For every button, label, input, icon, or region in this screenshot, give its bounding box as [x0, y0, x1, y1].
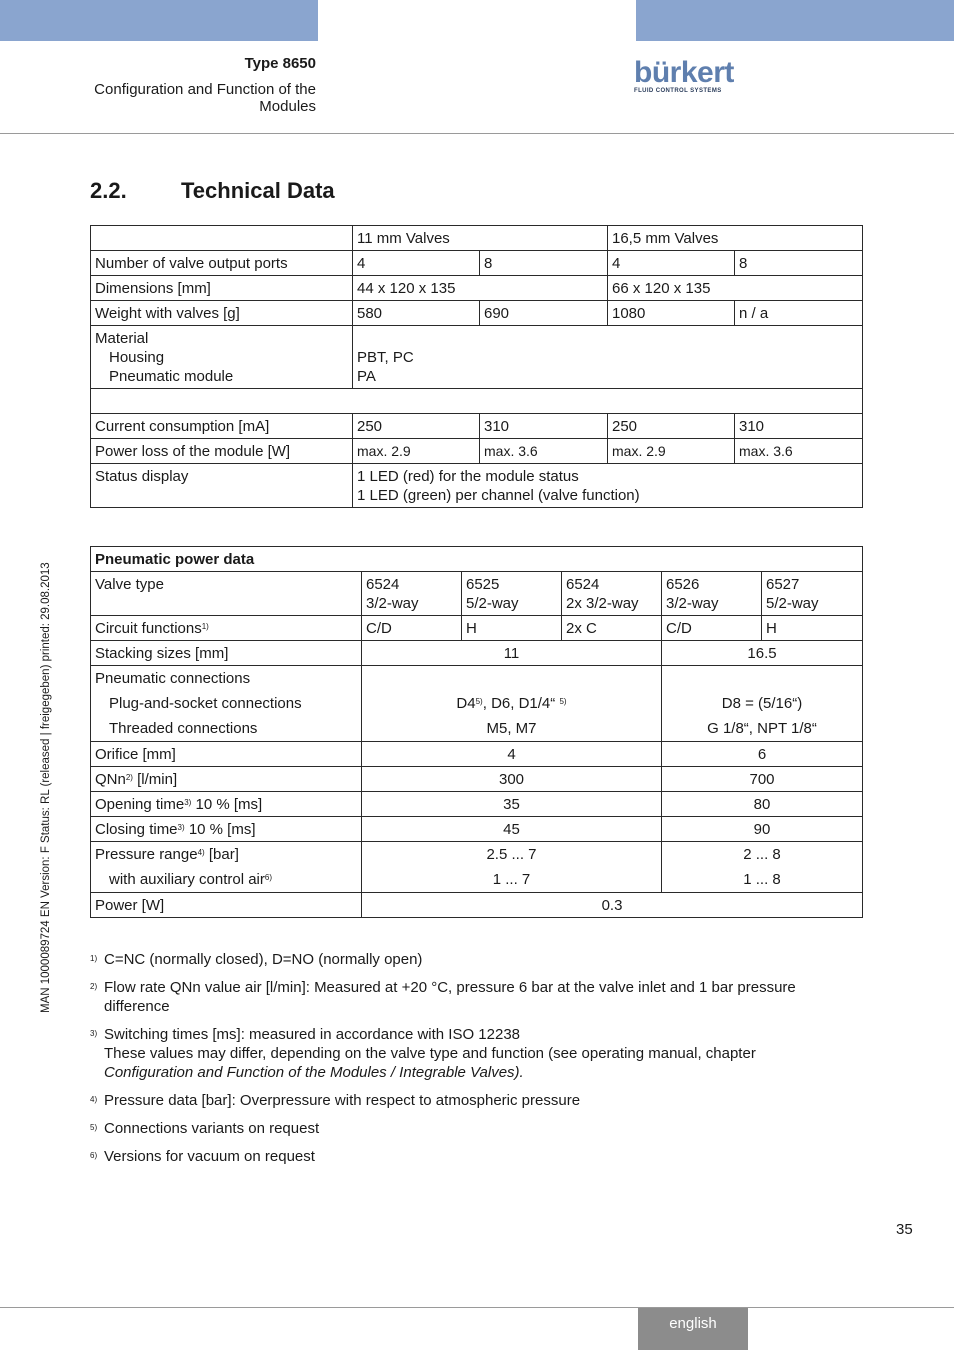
plug-value-11: D4$^{5)}$, D6, D1/4“ $^{5)}$ [456, 695, 567, 712]
table-cell: 580 [353, 301, 480, 326]
table-row [91, 666, 863, 742]
pneumatic-module-value: PA [357, 368, 376, 385]
table-cell: 250 [353, 414, 480, 439]
table-cell: Status display [91, 464, 353, 508]
table-cell: C/D [662, 616, 762, 641]
table-cell: 4 [608, 251, 735, 276]
section-number: 2.2. [90, 178, 127, 203]
table-cell: max. 2.9 [353, 439, 480, 464]
footnote: 1) C=NC (normally closed), D=NO (normally open) [90, 951, 423, 968]
pneumatic-module-label: Pneumatic module [109, 368, 234, 385]
table-row [91, 301, 863, 326]
table-row [91, 842, 863, 893]
table-row [91, 326, 863, 389]
table-cell [353, 326, 863, 389]
footnote-ref: 6) [264, 873, 273, 882]
footnotes [90, 950, 850, 1175]
table-cell: Opening time$^{3)}$ 10 % [ms] [91, 792, 362, 817]
table-cell: 90 [662, 817, 863, 842]
table-cell: H [462, 616, 562, 641]
footnote: 3) Switching times [ms]: measured in accordance with ISO 12238 These values may differ, depending on the valve type and function (see operating manual, chapter Configuration and Function of the Modules / Integrable Valves). [90, 1026, 756, 1081]
pneumatic-connections-label: Pneumatic connections [95, 670, 251, 687]
footnote: 4) Pressure data [bar]: Overpressure with respect to atmospheric pressure [90, 1092, 581, 1109]
table-cell: Valve type [91, 572, 362, 616]
housing-label: Housing [109, 349, 165, 366]
valve-code: 6524 [566, 576, 600, 593]
footer-divider [0, 1307, 954, 1308]
table-row [91, 893, 863, 918]
circuit-label: Circuit functions [95, 620, 202, 637]
table-cell: 11 mm Valves [353, 226, 608, 251]
footnote: 5) Connections variants on request [90, 1120, 320, 1137]
table-cell: 250 [608, 414, 735, 439]
table-cell: 690 [480, 301, 608, 326]
table-cell [353, 464, 863, 508]
housing-value: PBT, PC [357, 349, 414, 366]
table-cell [91, 226, 353, 251]
table-cell: 8 [735, 251, 863, 276]
footnote-ref: 2) [125, 773, 133, 782]
footnote-ref: 5) [475, 697, 483, 706]
table-row [91, 767, 863, 792]
table-cell: 44 x 120 x 135 [353, 276, 608, 301]
table-row [91, 817, 863, 842]
table-cell: Weight with valves [g] [91, 301, 353, 326]
pressure-value-16: 2 ... 8 [743, 846, 781, 863]
doc-subtitle: Configuration and Function of the Modules [94, 81, 316, 115]
footnote-ref: 1) [201, 622, 209, 631]
table-cell: Current consumption [mA] [91, 414, 353, 439]
table-cell: 45 [362, 817, 662, 842]
table-cell: 6 [662, 742, 863, 767]
table-cell: Orifice [mm] [91, 742, 362, 767]
table-cell: 310 [735, 414, 863, 439]
table-row [91, 572, 863, 616]
top-banner-left [0, 0, 318, 41]
table-row [91, 616, 863, 641]
table-cell: 0.3 [362, 893, 863, 918]
table-row [91, 389, 863, 414]
header-divider [0, 133, 954, 134]
table-cell: 11 [362, 641, 662, 666]
table-cell: 35 [362, 792, 662, 817]
table-row [91, 251, 863, 276]
plug-value-16: D8 = (5/16“) [721, 695, 803, 712]
table-row [91, 414, 863, 439]
table-row [91, 464, 863, 508]
table-row [91, 439, 863, 464]
valve-desc: 5/2-way [466, 595, 519, 612]
pneumatic-power-table [90, 546, 863, 918]
valve-desc: 2x 3/2-way [566, 595, 639, 612]
doc-type: Type 8650 [244, 55, 316, 72]
table-cell: QNn$^{2)}$ [l/min] [91, 767, 362, 792]
valve-code: 6526 [666, 576, 700, 593]
table-cell: Power loss of the module [W] [91, 439, 353, 464]
valve-desc: 5/2-way [766, 595, 819, 612]
table-row [91, 276, 863, 301]
table-cell: max. 3.6 [735, 439, 863, 464]
table-cell [762, 572, 863, 616]
table-row [91, 792, 863, 817]
table-cell: C/D [362, 616, 462, 641]
footnote: 2) Flow rate QNn value air [l/min]: Measured at +20 °C, pressure 6 bar at the valve inlet and 1 bar pressure difference [90, 979, 796, 1015]
table-cell: 310 [480, 414, 608, 439]
table-title: Pneumatic power data [91, 547, 863, 572]
table-cell: Number of valve output ports [91, 251, 353, 276]
table-row [91, 742, 863, 767]
valve-code: 6527 [766, 576, 800, 593]
table-cell: Dimensions [mm] [91, 276, 353, 301]
aux-value-16: 1 ... 8 [743, 871, 781, 888]
table-cell [662, 572, 762, 616]
table-cell [662, 666, 863, 742]
valve-code: 6525 [466, 576, 500, 593]
table-cell: n / a [735, 301, 863, 326]
table-cell: 8 [480, 251, 608, 276]
table-cell: Pressure range$^{4)}$ [bar] with auxiliary control air$^{6)}$ [91, 842, 362, 893]
table-cell: Closing time$^{3)}$ 10 % [ms] [91, 817, 362, 842]
footnote-ref: 3) [177, 823, 185, 832]
table-row [91, 641, 863, 666]
table-cell: 4 [362, 742, 662, 767]
table-cell [562, 572, 662, 616]
aux-value-11: 1 ... 7 [492, 871, 531, 888]
section-title: Technical Data [181, 178, 335, 203]
table-cell: 2x C [562, 616, 662, 641]
logo-wordmark: bürkert [634, 56, 734, 89]
table-cell [362, 572, 462, 616]
table-cell: Power [W] [91, 893, 362, 918]
valve-desc: 3/2-way [366, 595, 419, 612]
empty-row [91, 389, 863, 414]
material-label: Material [95, 330, 149, 347]
table-cell [91, 616, 362, 641]
threaded-value-11: M5, M7 [486, 720, 537, 737]
burkert-logo [634, 58, 734, 94]
language-tab: english [638, 1308, 748, 1350]
table-cell: 1080 [608, 301, 735, 326]
table-cell: 66 x 120 x 135 [608, 276, 863, 301]
plug-socket-label: Plug-and-socket connections [109, 695, 302, 712]
technical-data-table [90, 225, 863, 508]
table-cell: 16,5 mm Valves [608, 226, 863, 251]
table-cell: 300 [362, 767, 662, 792]
threaded-label: Threaded connections [109, 720, 258, 737]
footnote: 6) Versions for vacuum on request [90, 1148, 315, 1165]
table-cell: 80 [662, 792, 863, 817]
top-banner-right [636, 0, 954, 41]
table-cell: 4 [353, 251, 480, 276]
logo-tagline: FLUID CONTROL SYSTEMS [634, 88, 722, 94]
footnote-ref: 4) [197, 848, 205, 857]
table-row [91, 547, 863, 572]
table-cell [462, 572, 562, 616]
valve-code: 6524 [366, 576, 400, 593]
table-cell: Stacking sizes [mm] [91, 641, 362, 666]
footnote-ref: 3) [184, 798, 192, 807]
table-row [91, 226, 863, 251]
table-cell: H [762, 616, 863, 641]
table-cell [362, 842, 662, 893]
footnote-ref: 5) [559, 697, 567, 706]
pressure-value-11: 2.5 ... 7 [486, 846, 537, 863]
table-cell [91, 326, 353, 389]
table-cell: max. 3.6 [480, 439, 608, 464]
table-cell [662, 842, 863, 893]
valve-desc: 3/2-way [666, 595, 719, 612]
document-status-vertical: MAN 1000089724 EN Version: F Status: RL (released | freigegeben) printed: 29.08.2013 [40, 562, 52, 1013]
table-cell [362, 666, 662, 742]
status-line-1: 1 LED (red) for the module status [357, 468, 579, 485]
table-cell: max. 2.9 [608, 439, 735, 464]
threaded-value-16: G 1/8“, NPT 1/8“ [707, 720, 817, 737]
status-line-2: 1 LED (green) per channel (valve function) [357, 487, 640, 504]
page-number: 35 [896, 1221, 913, 1238]
table-cell [91, 666, 362, 742]
table-cell: 16.5 [662, 641, 863, 666]
table-cell: 700 [662, 767, 863, 792]
